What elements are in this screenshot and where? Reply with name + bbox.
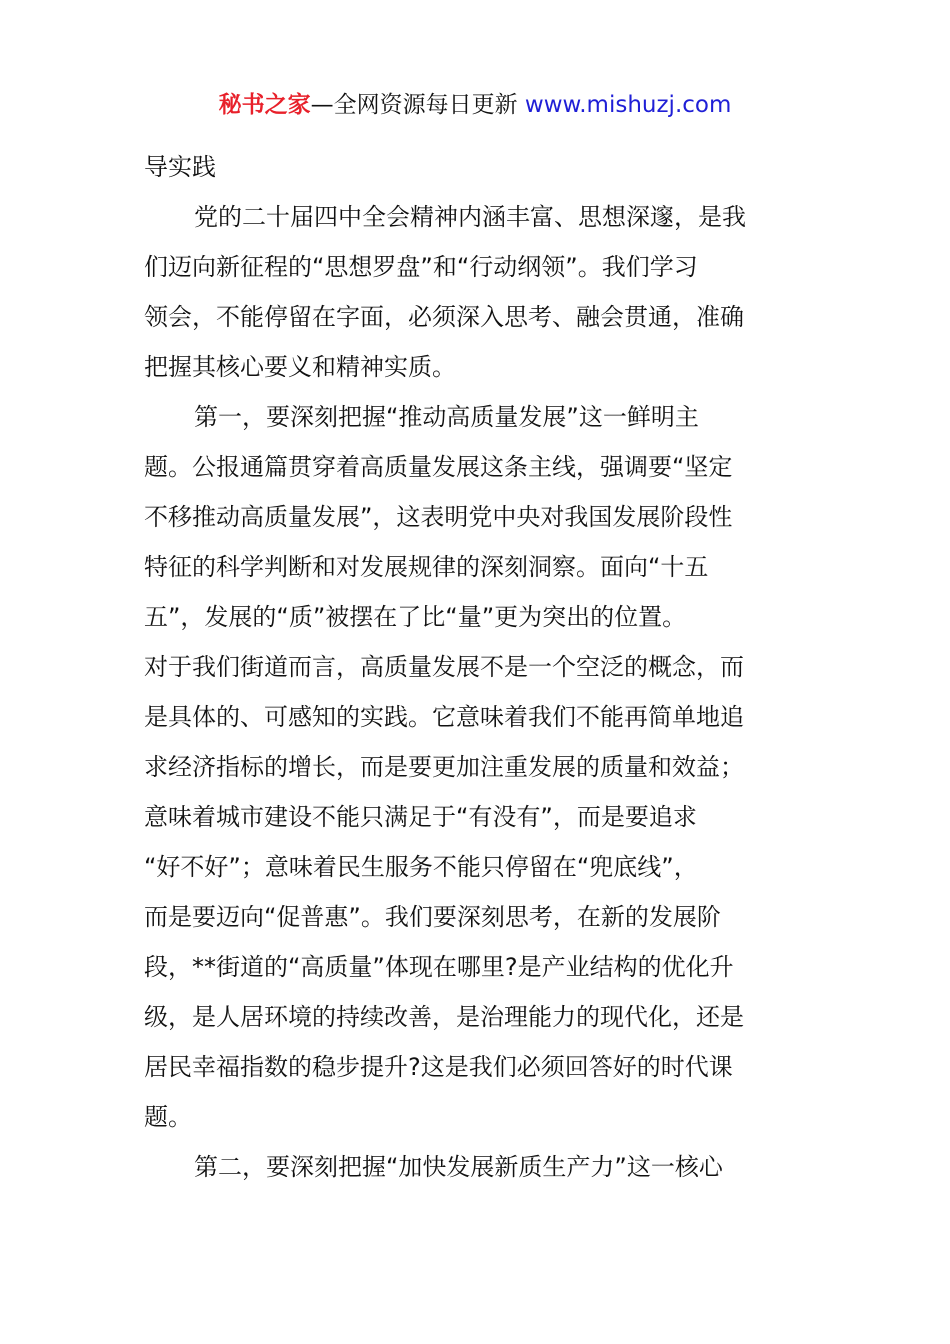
text-line: 段，**街道的“高质量”体现在哪里?是产业结构的优化升 [144,953,734,981]
text-line: 级，是人居环境的持续改善，是治理能力的现代化，还是 [144,1003,744,1031]
text-line: 居民幸福指数的稳步提升?这是我们必须回答好的时代课 [144,1053,733,1081]
text-line: 意味着城市建设不能只满足于“有没有”，而是要追求 [144,803,697,831]
site-url-link[interactable]: www.mishuzj.com [524,92,732,118]
text-line: 把握其核心要义和精神实质。 [144,353,456,381]
text-line: 题。公报通篇贯穿着高质量发展这条主线，强调要“坚定 [144,453,733,481]
text-line: 题。 [144,1103,192,1131]
text-line: “好不好”；意味着民生服务不能只停留在“兜底线”， [144,853,698,881]
text-line: 不移推动高质量发展”，这表明党中央对我国发展阶段性 [144,503,733,531]
site-brand: 秘书之家 [218,92,311,118]
text-line: 们迈向新征程的“思想罗盘”和“行动纲领”。我们学习 [144,253,698,281]
text-line: 领会，不能停留在字面，必须深入思考、融会贯通，准确 [144,303,744,331]
paragraph-start-line: 党的二十届四中全会精神内涵丰富、思想深邃，是我 [194,203,746,231]
site-header [0,88,950,122]
text-line: 而是要迈向“促普惠”。我们要深刻思考，在新的发展阶 [144,903,721,931]
text-line: 对于我们街道而言，高质量发展不是一个空泛的概念，而 [144,653,744,681]
site-tagline: —全网资源每日更新 [310,92,525,118]
text-line: 是具体的、可感知的实践。它意味着我们不能再简单地追 [144,703,744,731]
text-line: 导实践 [144,153,216,181]
text-line: 特征的科学判断和对发展规律的深刻洞察。面向“十五 [144,553,709,581]
paragraph-start-line: 第一，要深刻把握“推动高质量发展”这一鲜明主 [194,403,699,431]
document-body [144,142,806,1192]
paragraph-start-line: 第二，要深刻把握“加快发展新质生产力”这一核心 [194,1153,723,1181]
text-line: 五”，发展的“质”被摆在了比“量”更为突出的位置。 [144,603,687,631]
text-line: 求经济指标的增长，而是要更加注重发展的质量和效益； [144,753,744,781]
